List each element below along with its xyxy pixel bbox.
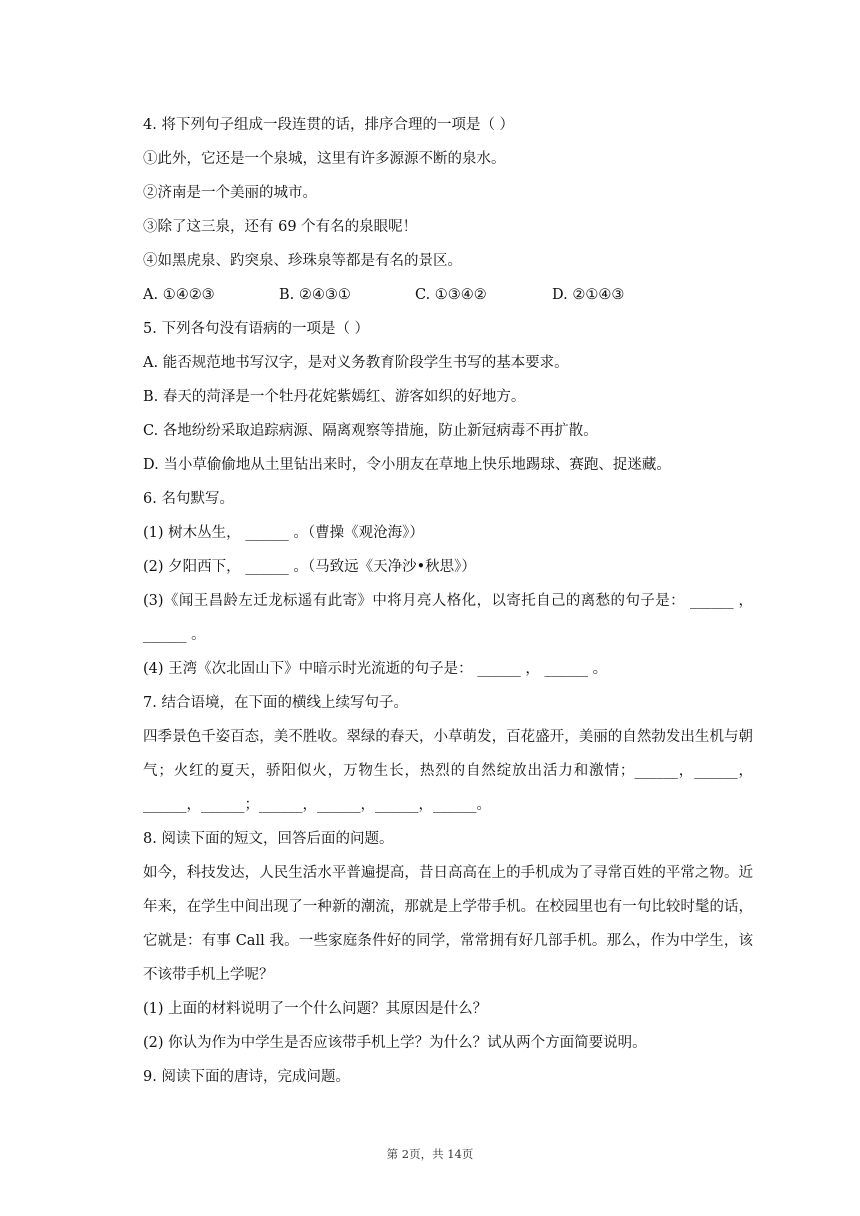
- q8-passage: 如今，科技发达，人民生活水平普遍提高，昔日高高在上的手机成为了寻常百姓的平常之物。近年来，在学生中间出现了一种新的潮流，那就是上学带手机。在校园里也有一句比较时髦的话，它就是：有事 Call 我。一些家庭条件好的同学，常常拥有好几部手机。那么，作为中学生，该不该带手机上学呢？: [143, 865, 753, 983]
- q4-sentence-3: ③除了这三泉，还有 69 个有名的泉眼呢！: [143, 219, 418, 235]
- q4-option-c: C. ①③④②: [415, 287, 487, 303]
- q6-stem: 6. 名句默写。: [143, 491, 234, 507]
- q9-stem: 9. 阅读下面的唐诗，完成问题。: [143, 1069, 350, 1085]
- q4-sentence-1: ①此外，它还是一个泉城，这里有许多源源不断的泉水。: [143, 151, 506, 167]
- q4-sentence-4: ④如黑虎泉、趵突泉、珍珠泉等都是有名的景区。: [143, 253, 462, 269]
- q6-item-4: (4) 王湾《次北固山下》中暗示时光流逝的句子是： ______ ， ______ 。: [143, 661, 608, 677]
- q4-sentence-2: ②济南是一个美丽的城市。: [143, 185, 317, 201]
- q6-item-2: (2) 夕阳西下， ______ 。（马致远《天净沙•秋思》）: [143, 559, 476, 575]
- q8-item-2: (2) 你认为作为中学生是否应该带手机上学？为什么？试从两个方面简要说明。: [143, 1035, 647, 1051]
- q5-option-b: B. 春天的菏泽是一个牡丹花姹紫嫣红、游客如织的好地方。: [143, 389, 526, 405]
- q6-item-3: (3)《闻王昌龄左迁龙标遥有此寄》中将月亮人格化，以寄托自己的离愁的句子是： ______ ，______ 。: [143, 593, 753, 643]
- q4-stem: 4. 将下列句子组成一段连贯的话，排序合理的一项是（ ）: [143, 117, 515, 133]
- q7-stem: 7. 结合语境，在下面的横线上续写句子。: [143, 695, 408, 711]
- q8-item-1: (1) 上面的材料说明了一个什么问题？其原因是什么？: [143, 1001, 488, 1017]
- q5-stem: 5. 下列各句没有语病的一项是（ ）: [143, 321, 370, 337]
- q6-item-1: (1) 树木丛生， ______ 。（曹操《观沧海》）: [143, 525, 424, 541]
- q7-text: 四季景色千姿百态，美不胜收。翠绿的春天，小草萌发，百花盛开，美丽的自然勃发出生机与朝气；火红的夏天，骄阳似火，万物生长，热烈的自然绽放出活力和激情；______，______，______，______；______，______，______，______。: [143, 729, 753, 813]
- q5-option-c: C. 各地纷纷采取追踪病源、隔离观察等措施，防止新冠病毒不再扩散。: [143, 423, 598, 439]
- q4-option-a: A. ①④②③: [143, 287, 215, 303]
- q4-options: [143, 278, 753, 312]
- q5-option-d: D. 当小草偷偷地从土里钻出来时，令小朋友在草地上快乐地踢球、赛跑、捉迷藏。: [143, 457, 671, 473]
- page-content: [143, 108, 753, 1094]
- q4-option-b: B. ②④③①: [279, 287, 351, 303]
- q5-option-a: A. 能否规范地书写汉字，是对义务教育阶段学生书写的基本要求。: [143, 355, 569, 371]
- q4-option-d: D. ②①④③: [552, 287, 625, 303]
- page-number-footer: 第 2页，共 14页: [386, 1147, 474, 1161]
- q8-stem: 8. 阅读下面的短文，回答后面的问题。: [143, 831, 394, 847]
